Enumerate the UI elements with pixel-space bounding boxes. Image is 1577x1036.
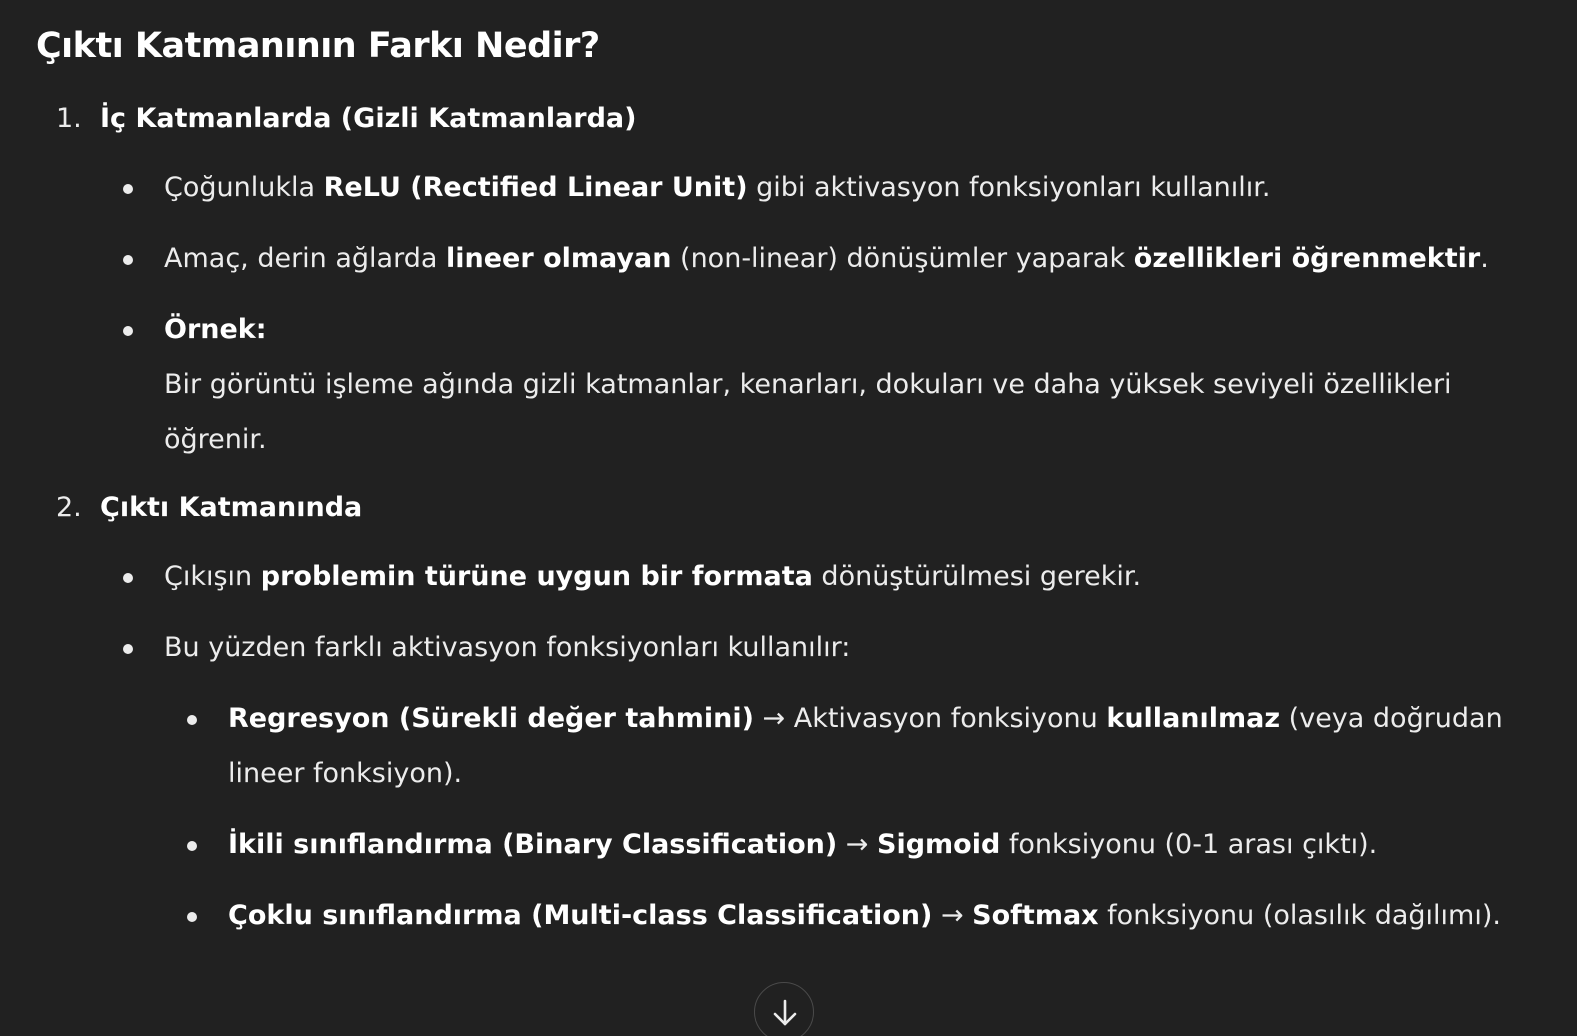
- text-segment: .: [1480, 243, 1489, 274]
- bold-text: kullanılmaz: [1106, 703, 1281, 734]
- bold-text: problemin türüne uygun bir formata: [260, 561, 813, 592]
- bullet-list: [36, 549, 1536, 943]
- bold-text: ReLU (Rectified Linear Unit): [323, 172, 748, 203]
- text-segment: Bu yüzden farklı aktivasyon fonksiyonları kullanılır:: [164, 632, 851, 663]
- text-segment: Çoğunlukla: [164, 172, 324, 203]
- bullet-item: [36, 620, 1536, 675]
- bold-text: lineer olmayan: [446, 243, 672, 274]
- text-segment: →: [837, 829, 877, 860]
- sub-bullet-item: [36, 888, 1536, 943]
- bullet-item: [36, 549, 1536, 604]
- list-item-section-2: [36, 483, 1536, 943]
- text-segment: dönüştürülmesi gerekir.: [812, 561, 1142, 592]
- text-segment: → Aktivasyon fonksiyonu: [753, 703, 1107, 734]
- arrow-down-icon: [772, 999, 798, 1027]
- bold-text: Örnek:: [164, 314, 267, 345]
- bullet-item: [36, 231, 1536, 286]
- bold-text: Softmax: [972, 900, 1099, 931]
- sub-bullet-item: [36, 691, 1536, 801]
- example-text: Bir görüntü işleme ağında gizli katmanlar, kenarları, dokuları ve daha yüksek seviyeli özellikleri öğrenir.: [164, 369, 1452, 455]
- bold-text: özellikleri öğrenmektir: [1133, 243, 1481, 274]
- bullet-item: [36, 302, 1536, 467]
- section-heading: Çıktı Katmanının Farkı Nedir?: [36, 26, 600, 66]
- bold-text: Sigmoid: [877, 829, 1001, 860]
- text-segment: Amaç, derin ağlarda: [164, 243, 446, 274]
- text-segment: fonksiyonu (olasılık dağılımı).: [1098, 900, 1501, 931]
- text-segment: gibi aktivasyon fonksiyonları kullanılır.: [747, 172, 1271, 203]
- bold-text: İkili sınıflandırma (Binary Classification): [228, 829, 838, 860]
- bold-text: Regresyon (Sürekli değer tahmini): [228, 703, 754, 734]
- message-content: [36, 20, 1536, 943]
- section-title: İç Katmanlarda (Gizli Katmanlarda): [100, 103, 637, 134]
- bullet-item: [36, 160, 1536, 215]
- bullet-list: [36, 160, 1536, 467]
- list-number: 2.: [56, 492, 82, 523]
- list-number: 1.: [56, 103, 82, 134]
- ordered-list: [36, 94, 1536, 943]
- text-segment: (veya doğrudan lineer fonksiyon).: [228, 703, 1503, 789]
- scroll-to-bottom-button[interactable]: [754, 982, 814, 1036]
- list-item-section-1: [36, 94, 1536, 467]
- text-segment: →: [932, 900, 973, 931]
- text-segment: fonksiyonu (0-1 arası çıktı).: [1000, 829, 1378, 860]
- bold-text: Çoklu sınıflandırma (Multi-class Classification): [228, 900, 933, 931]
- text-segment: (non-linear) dönüşümler yaparak: [671, 243, 1134, 274]
- sub-bullet-item: [36, 817, 1536, 872]
- text-segment: Çıkışın: [164, 561, 261, 592]
- section-title: Çıktı Katmanında: [100, 492, 363, 523]
